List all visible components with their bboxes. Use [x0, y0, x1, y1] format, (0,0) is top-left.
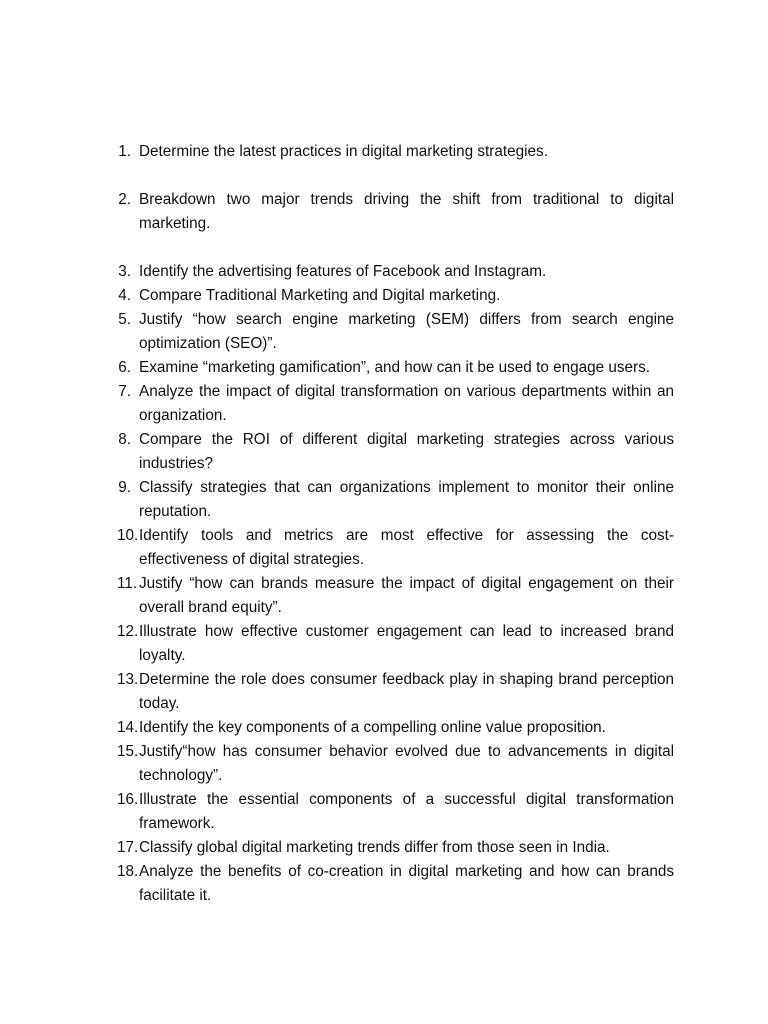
item-number: 15.	[117, 743, 139, 760]
list-item	[110, 836, 674, 860]
list-item	[110, 476, 674, 524]
list-item	[110, 572, 674, 620]
list-item	[110, 380, 674, 428]
item-number: 12.	[117, 623, 139, 640]
item-number: 9.	[118, 479, 131, 496]
item-text: Classify global digital marketing trends differ from those seen in India.	[139, 839, 610, 856]
item-text: Justify“how has consumer behavior evolved due to advancements in digital technology”.	[139, 743, 674, 784]
item-number: 16.	[117, 791, 139, 808]
item-number: 4.	[118, 287, 131, 304]
item-number: 1.	[118, 143, 131, 160]
list-item	[110, 860, 674, 908]
item-text: Compare Traditional Marketing and Digital marketing.	[139, 287, 501, 304]
item-text: Illustrate how effective customer engagement can lead to increased brand loyalty.	[139, 623, 674, 664]
list-item	[110, 620, 674, 668]
list-item	[110, 140, 674, 164]
item-text: Classify strategies that can organizations implement to monitor their online reputation.	[139, 479, 674, 520]
list-item	[110, 356, 674, 380]
item-number: 6.	[118, 359, 131, 376]
item-number: 10.	[117, 527, 139, 544]
list-item	[110, 260, 674, 284]
item-number: 7.	[118, 383, 131, 400]
item-number: 3.	[118, 263, 131, 280]
list-item	[110, 716, 674, 740]
list-item	[110, 188, 674, 236]
list-item	[110, 788, 674, 836]
item-text: Identify tools and metrics are most effective for assessing the cost-effectiveness of digital strategies.	[139, 527, 674, 568]
item-number: 17.	[117, 839, 139, 856]
item-text: Determine the role does consumer feedback play in shaping brand perception today.	[139, 671, 674, 712]
item-text: Illustrate the essential components of a successful digital transformation framework.	[139, 791, 674, 832]
item-text: Analyze the benefits of co-creation in digital marketing and how can brands facilitate it.	[139, 863, 674, 904]
list-item	[110, 740, 674, 788]
item-number: 14.	[117, 719, 139, 736]
item-number: 13.	[117, 671, 139, 688]
question-list	[110, 140, 674, 908]
item-text: Identify the advertising features of Facebook and Instagram.	[139, 263, 547, 280]
item-text: Identify the key components of a compelling online value proposition.	[139, 719, 606, 736]
item-text: Compare the ROI of different digital marketing strategies across various industries?	[139, 431, 674, 472]
list-item	[110, 308, 674, 356]
list-item	[110, 428, 674, 476]
item-number: 5.	[118, 311, 131, 328]
item-number: 18.	[117, 863, 139, 880]
item-text: Justify “how can brands measure the impact of digital engagement on their overall brand equity”.	[139, 575, 674, 616]
item-number: 8.	[118, 431, 131, 448]
item-number: 2.	[118, 191, 131, 208]
item-text: Justify “how search engine marketing (SEM) differs from search engine optimization (SEO)”.	[139, 311, 674, 352]
list-item	[110, 668, 674, 716]
item-text: Examine “marketing gamification”, and how can it be used to engage users.	[139, 359, 651, 376]
list-item	[110, 524, 674, 572]
item-text: Determine the latest practices in digital marketing strategies.	[139, 143, 548, 160]
item-text: Analyze the impact of digital transformation on various departments within an organization.	[139, 383, 674, 424]
item-text: Breakdown two major trends driving the shift from traditional to digital marketing.	[139, 191, 674, 232]
item-number: 11.	[117, 575, 138, 592]
list-item	[110, 284, 674, 308]
